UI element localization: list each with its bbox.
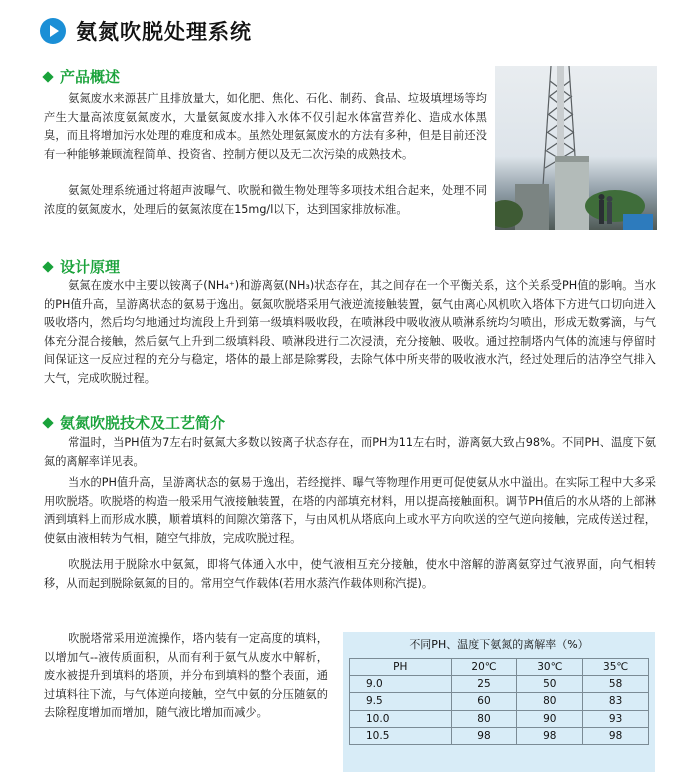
overview-paragraph-2: 氨氮处理系统通过将超声波曝气、吹脱和微生物处理等多项技术组合起来，处理不同浓度的氨氮废水，处理后的氨氮浓度在15mg/l以下，达到国家排放标准。 bbox=[44, 184, 487, 216]
table-row bbox=[350, 693, 649, 710]
stripping-tower-photo bbox=[495, 66, 657, 230]
table-header-cell: 30℃ bbox=[517, 659, 583, 676]
table-cell-ph: 9.0 bbox=[350, 676, 452, 693]
table-title: 不同PH、温度下氨氮的离解率（%） bbox=[409, 638, 589, 651]
table-cell-ph: 10.5 bbox=[350, 727, 452, 744]
diamond-bullet-icon bbox=[42, 417, 53, 428]
table-row bbox=[350, 710, 649, 727]
section-heading-overview: 产品概述 bbox=[44, 66, 120, 87]
table-cell-ph: 9.5 bbox=[350, 693, 452, 710]
table-cell: 50 bbox=[517, 676, 583, 693]
table-cell: 25 bbox=[451, 676, 517, 693]
table-cell: 80 bbox=[451, 710, 517, 727]
table-cell: 98 bbox=[517, 727, 583, 744]
page-title bbox=[40, 14, 252, 48]
technology-paragraph-4: 吹脱塔常采用逆流操作，塔内装有一定高度的填料，以增加气--液传质面积，从而有利于氨气从废水中解析，废水被提升到填料的塔顶，并分布到填料的整个表面，通过填料往下流，与气体逆向接触，空气中氨的分压随氨的去除程度增加而增加，随气液比增加而减少。 bbox=[44, 632, 328, 719]
page-title-text: 氨氮吹脱处理系统 bbox=[76, 20, 252, 44]
table-cell: 58 bbox=[583, 676, 649, 693]
overview-paragraph-1: 氨氮废水来源甚广且排放量大，如化肥、焦化、石化、制药、食品、垃圾填埋场等均产生大量高浓度氨氮废水，大量氨氮废水排入水体不仅引起水体富营养化、造成水体黑臭，而且将增加污水处理的难度和成本。虽然处理氨氮废水的方法有多种，但是目前还没有一种能够兼顾流程简单、投资省、控制方便以及无二次污染的成熟技术。 bbox=[44, 92, 487, 161]
play-circle-icon bbox=[40, 18, 66, 44]
table-header-cell: 35℃ bbox=[583, 659, 649, 676]
table-row bbox=[350, 676, 649, 693]
diamond-bullet-icon bbox=[42, 261, 53, 272]
table-cell-ph: 10.0 bbox=[350, 710, 452, 727]
technology-paragraph-2: 当水的PH值升高，呈游离状态的氨易于逸出，若经搅拌、曝气等物理作用更可促使氨从水中溢出。在实际工程中大多采用吹脱塔。吹脱塔的构造一般采用气液接触装置，在塔的内部填充材料，用以提高接触面积。调节PH值后的水从塔的上部淋洒到填料上而形成水膜，顺着填料的间隙次第落下，与由风机从塔底向上或水平方向吹送的空气逆向接触，完成传送过程，使氨由液相转为气相，随空气排放，完成吹脱过程。 bbox=[44, 476, 656, 545]
table-cell: 93 bbox=[583, 710, 649, 727]
technology-paragraph-1: 常温时，当PH值为7左右时氨氮大多数以铵离子状态存在，而PH为11左右时，游离氨大致占98%。不同PH、温度下氨氮的离解率详见表。 bbox=[44, 436, 656, 468]
section-heading-technology: 氨氮吹脱技术及工艺简介 bbox=[44, 412, 225, 433]
table-cell: 60 bbox=[451, 693, 517, 710]
section-heading-principle: 设计原理 bbox=[44, 256, 120, 277]
table-cell: 90 bbox=[517, 710, 583, 727]
table-cell: 83 bbox=[583, 693, 649, 710]
principle-paragraph: 氨氮在废水中主要以铵离子(NH₄⁺)和游离氨(NH₃)状态存在，其之间存在一个平衡关系，这个关系受PH值的影响。当水的PH值升高，呈游离状态的氨易于逸出。氨氮吹脱塔采用气液逆流接触装置，氨气由离心风机吹入塔体下方进气口切向进入吸收塔内，然后均匀地通过均流段上升到第一级填料吸收段，在喷淋段中吸收液从喷淋系统均匀喷出，形成无数雾滴，与气体充分混合接触，然后氨气上升到二级填料段、喷淋段进行二次浸渍，充分接触、吸收。通过控制塔内气体的流速与停留时间保证这一反应过程的充分与稳定，塔体的最上部是除雾段，去除气体中所夹带的吸收液水汽，经过处理后的洁净空气排入大气，完成吹脱过程。 bbox=[44, 279, 656, 385]
table-header-cell: PH bbox=[350, 659, 452, 676]
table-header-row bbox=[350, 659, 649, 676]
tower-illustration bbox=[495, 66, 657, 230]
table-row bbox=[350, 727, 649, 744]
table-cell: 98 bbox=[583, 727, 649, 744]
technology-paragraph-3: 吹脱法用于脱除水中氨氮，即将气体通入水中，使气液相互充分接触，使水中溶解的游离氨穿过气液界面，向气相转移，从而起到脱除氨氮的目的。常用空气作载体(若用水蒸汽作载体则称汽提)。 bbox=[44, 558, 656, 590]
table-cell: 98 bbox=[451, 727, 517, 744]
diamond-bullet-icon bbox=[42, 71, 53, 82]
dissociation-rate-table bbox=[343, 632, 655, 772]
data-table bbox=[349, 658, 649, 745]
table-cell: 80 bbox=[517, 693, 583, 710]
table-header-cell: 20℃ bbox=[451, 659, 517, 676]
